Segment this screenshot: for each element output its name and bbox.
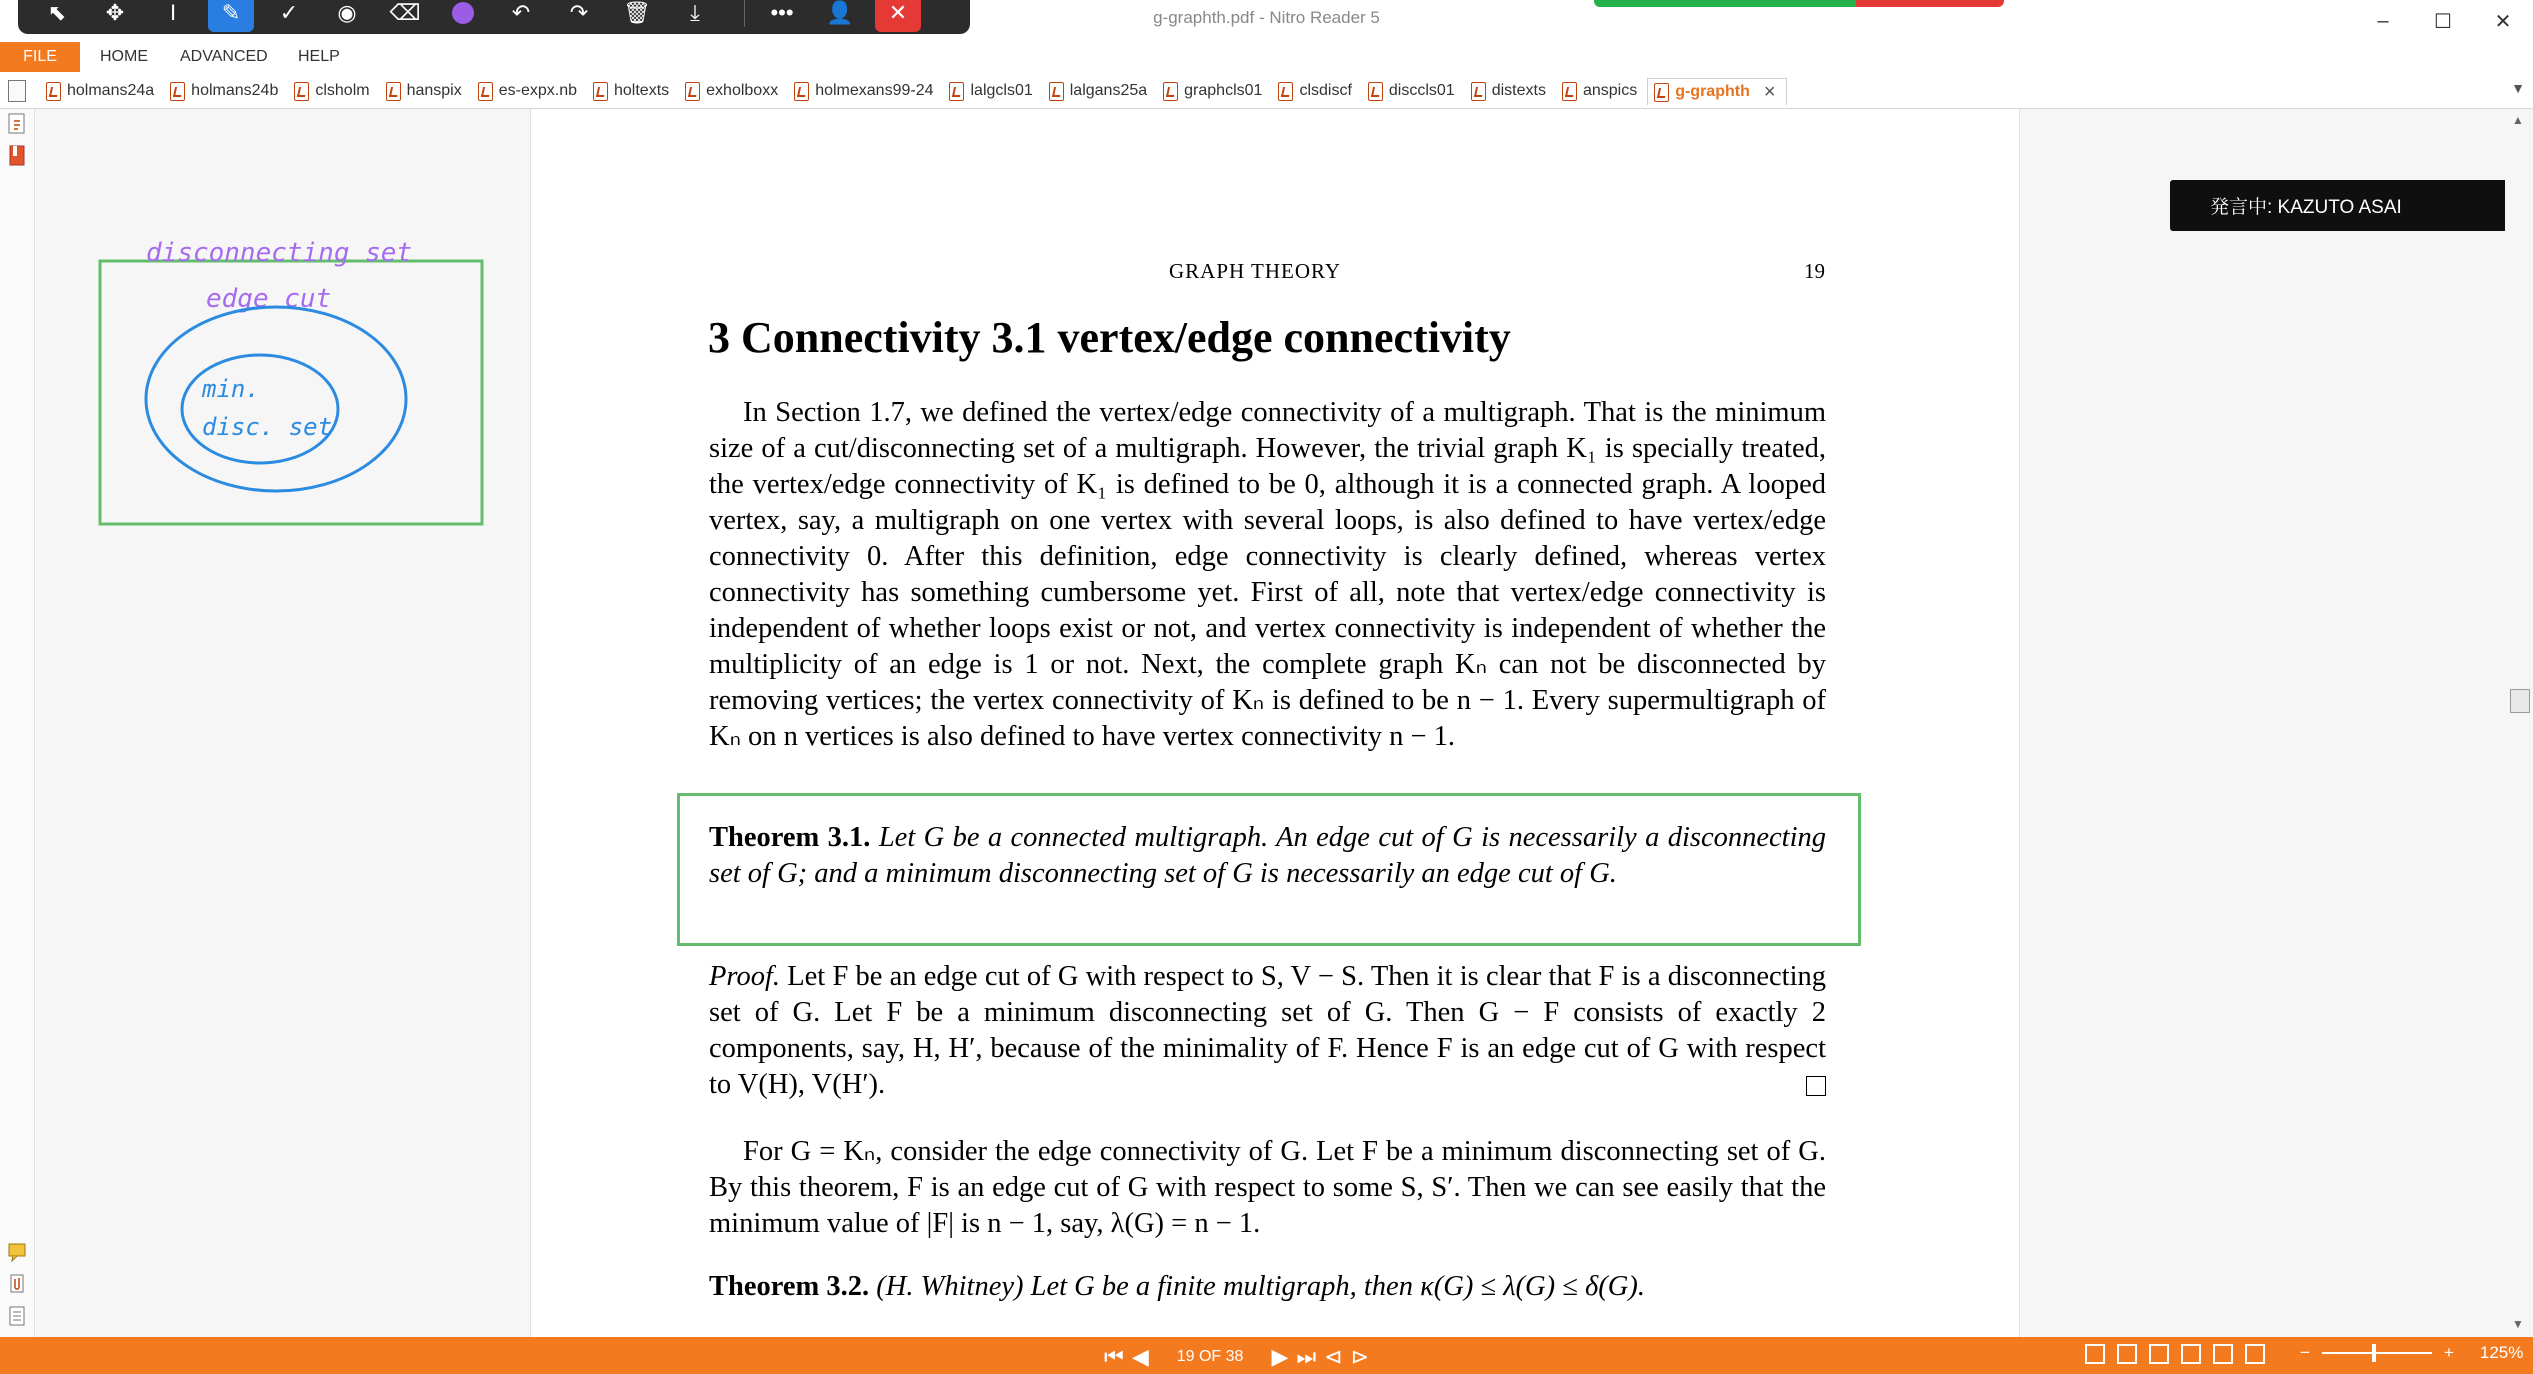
select-icon[interactable]: ⬉: [47, 0, 67, 25]
running-head: GRAPH THEORY: [1169, 259, 1342, 283]
last-page-icon[interactable]: ⏭: [1296, 1344, 1317, 1369]
annotation-toolbar: [18, 0, 970, 34]
para3-text: For G = Kₙ, consider the edge connectivity of G. Let F be a minimum disconnecting set of G. By this theorem, F is an edge cut of G with respect to some S, S′. Then we can see easily that the minimum value of |F| is n − 1, say, λ(G) = n − 1.: [709, 1136, 1826, 1239]
redo-icon[interactable]: ↷: [569, 0, 589, 25]
page-number: 19: [1804, 259, 1825, 283]
theorem-3-1-label: Theorem 3.1.: [709, 822, 871, 853]
close-window-button[interactable]: ✕: [2494, 10, 2512, 33]
previous-page-icon[interactable]: ◀: [1131, 1344, 1149, 1369]
tab-label: lalgcls01: [970, 82, 1033, 99]
tab-graphcls01[interactable]: [1157, 78, 1272, 104]
zoom-slider-knob[interactable]: [2372, 1344, 2376, 1362]
fit-width-icon[interactable]: [2245, 1344, 2265, 1364]
zoom-control: [2300, 1343, 2523, 1363]
zoom-slider[interactable]: [2322, 1352, 2432, 1354]
continuous-facing-icon[interactable]: [2181, 1344, 2201, 1364]
next-page-icon[interactable]: ▶: [1271, 1344, 1289, 1369]
zoom-in-icon[interactable]: +: [2443, 1343, 2454, 1362]
pdf-file-icon: [46, 82, 61, 101]
speaker-indicator: 発言中: KAZUTO ASAI: [2170, 180, 2512, 231]
tab-label: g-graphth: [1675, 83, 1750, 100]
tab-label: es-expx.nb: [498, 82, 577, 99]
annotation-min: min.: [202, 375, 260, 403]
menu-advanced[interactable]: ADVANCED: [180, 48, 268, 65]
tab-lalgcls01[interactable]: [943, 78, 1042, 104]
undo-icon[interactable]: ↶: [511, 0, 531, 25]
facing-icon[interactable]: [2149, 1344, 2169, 1364]
status-bar: [0, 1337, 2533, 1374]
tab-disccls01[interactable]: [1362, 78, 1465, 104]
tab-exholboxx[interactable]: [679, 78, 788, 104]
pdf-file-icon: [1049, 82, 1064, 101]
tab-g-graphth[interactable]: [1647, 78, 1786, 105]
close-icon[interactable]: ✕: [875, 0, 921, 32]
theorem-3-2: [709, 1269, 1826, 1305]
pdf-file-icon: [1278, 82, 1293, 101]
tab-close-icon[interactable]: ×: [1763, 80, 1776, 103]
tab-label: disccls01: [1388, 82, 1455, 99]
intro-paragraph: [709, 395, 1826, 755]
tab-holmans24b[interactable]: [164, 78, 288, 104]
theorem-3-2-text: (H. Whitney) Let G be a finite multigraph, then κ(G) ≤ λ(G) ≤ δ(G).: [876, 1271, 1645, 1302]
scroll-up-icon[interactable]: ▲: [2512, 113, 2524, 127]
minimize-button[interactable]: ‒: [2377, 9, 2389, 32]
proof-text: Let F be an edge cut of G with respect to S, V − S. Then it is clear that F is a disconnecting set of G. Let F be a minimum disconnecting set of G. Then G − F consists of exactly 2 components, say, H, H′, because of the minimality of F. Hence F is an edge cut of G with respect to V(H), V(H′).: [709, 961, 1826, 1100]
view-mode-buttons: [2085, 1344, 2265, 1364]
handwritten-annotation: [34, 109, 530, 559]
tab-label: graphcls01: [1184, 82, 1263, 99]
presentation-icon[interactable]: [2213, 1344, 2233, 1364]
edge-connectivity-paragraph: [709, 1134, 1826, 1242]
back-view-icon[interactable]: ⊲: [1324, 1344, 1343, 1369]
menu-bar: [0, 42, 2533, 72]
first-page-icon[interactable]: ⏮: [1104, 1344, 1124, 1369]
color-icon[interactable]: [440, 0, 486, 32]
single-page-icon[interactable]: [2085, 1344, 2105, 1364]
tab-label: distexts: [1491, 82, 1546, 99]
tab-label: holtexts: [614, 82, 670, 99]
tab-label: hanspix: [406, 82, 462, 99]
theorem-3-2-label: Theorem 3.2.: [709, 1271, 870, 1302]
tab-anspics[interactable]: [1556, 78, 1647, 104]
tab-holmans24a[interactable]: [40, 78, 164, 104]
tab-distexts[interactable]: [1465, 78, 1556, 104]
delete-icon[interactable]: 🗑: [623, 0, 651, 25]
page-navigation: [1100, 1344, 1373, 1370]
inner-ellipse: [182, 355, 338, 463]
tab-label: clsdiscf: [1299, 82, 1352, 99]
comments-icon[interactable]: [7, 1241, 27, 1263]
tab-clsholm[interactable]: [288, 78, 379, 104]
pdf-file-icon: [593, 82, 608, 101]
scroll-down-icon[interactable]: ▼: [2512, 1317, 2524, 1331]
section-heading: 3 Connectivity 3.1 vertex/edge connectivity: [708, 313, 1511, 362]
page-panel-icon[interactable]: [8, 80, 26, 102]
pan-icon[interactable]: ✥: [105, 0, 125, 25]
pdf-file-icon: [386, 82, 401, 101]
pdf-file-icon: [1368, 82, 1383, 101]
theorem-3-1: [709, 820, 1826, 892]
menu-file[interactable]: FILE: [0, 42, 80, 72]
pdf-file-icon: [949, 82, 964, 101]
tab-label: clsholm: [315, 82, 370, 99]
pdf-file-icon: [1654, 83, 1669, 102]
pdf-file-icon: [794, 82, 809, 101]
pdf-file-icon: [1562, 82, 1577, 101]
tab-lalgans25a[interactable]: [1043, 78, 1157, 104]
pdf-file-icon: [1471, 82, 1486, 101]
document-tab-bar: [0, 72, 2533, 109]
proof: [709, 959, 1826, 1103]
vertical-scrollbar[interactable]: [2505, 109, 2533, 1337]
tab-label: holmexans99-24: [815, 82, 934, 99]
pdf-file-icon: [478, 82, 493, 101]
annotation-disc-set: disc. set: [202, 413, 333, 441]
annotation-disconnecting-set: disconnecting set: [146, 238, 413, 268]
tab-label: holmans24b: [191, 82, 279, 99]
text-cursor-icon[interactable]: I: [169, 0, 177, 25]
tab-dropdown-icon[interactable]: ▼: [2511, 80, 2525, 96]
page-thumbnails-icon[interactable]: [7, 113, 27, 135]
maximize-button[interactable]: ☐: [2434, 10, 2452, 33]
scrollbar-thumb[interactable]: [2510, 689, 2530, 713]
attachments-icon[interactable]: [7, 1273, 27, 1295]
more-icon[interactable]: •••: [770, 0, 794, 25]
layers-icon[interactable]: [7, 1305, 27, 1327]
download-icon[interactable]: ⤓: [690, 0, 700, 25]
zoom-out-icon[interactable]: −: [2300, 1343, 2310, 1362]
pdf-file-icon: [170, 82, 185, 101]
toolbar-separator: [744, 0, 745, 27]
pdf-file-icon: [1163, 82, 1178, 101]
continuous-icon[interactable]: [2117, 1344, 2137, 1364]
left-panel-rail: [0, 109, 35, 1337]
page-indicator[interactable]: 19 OF 38: [1176, 1348, 1244, 1365]
pdf-file-icon: [685, 82, 700, 101]
bookmarks-icon[interactable]: [7, 145, 27, 167]
screen-share-indicator: [1594, 0, 2004, 7]
tab-holtexts[interactable]: [587, 78, 679, 104]
intro-text: In Section 1.7, we defined the vertex/edge connectivity of a multigraph. That is the minimum size of a cut/disconnecting set of a multigraph. However, the trivial graph K₁ is specially treated, the vertex/edge connectivity of K₁ is defined to be 0, although it is a connected graph. A looped vertex, say, a multigraph on one vertex with several loops, is also defined to have vertex/edge connectivity 0. After this definition, edge connectivity is clearly defined, whereas vertex connectivity has something cumbersome yet. First of all, note that vertex/edge connectivity is independent of whether loops exist or not, and vertex connectivity is independent of whether the multiplicity of an edge is 1 or not. Next, the complete graph Kₙ can not be disconnected by removing vertices; the vertex connectivity of Kₙ is defined to be n − 1. Every supermultigraph of Kₙ on n vertices is also defined to have vertex connectivity n − 1.: [709, 397, 1826, 752]
zoom-level[interactable]: 125%: [2479, 1343, 2524, 1362]
menu-help[interactable]: HELP: [298, 48, 340, 65]
tab-label: exholboxx: [706, 82, 779, 99]
tab-es-expx-nb[interactable]: [472, 78, 587, 104]
annotation-edge-cut: edge cut: [206, 284, 332, 314]
tab-list: [40, 78, 1787, 105]
participant-icon[interactable]: 👤: [826, 0, 854, 25]
qed-icon: [1806, 1076, 1826, 1096]
menu-home[interactable]: HOME: [100, 48, 148, 65]
tab-label: anspics: [1582, 82, 1638, 99]
stamp-icon[interactable]: ◉: [337, 0, 357, 25]
pdf-file-icon: [294, 82, 309, 101]
tab-clsdiscf[interactable]: [1272, 78, 1361, 104]
tab-label: holmans24a: [67, 82, 155, 99]
tab-holmexans99-24[interactable]: [788, 78, 943, 104]
pdf-page: [530, 109, 2020, 1337]
tab-label: lalgans25a: [1069, 82, 1148, 99]
forward-view-icon[interactable]: ⊳: [1350, 1344, 1370, 1369]
window-title: g-graphth.pdf - Nitro Reader 5: [1153, 8, 1380, 27]
theorem-3-1-text: Let G be a connected multigraph. An edge cut of G is necessarily a disconnecting set of G; and a minimum disconnecting set of G is necessarily an edge cut of G.: [709, 822, 1826, 889]
eraser-icon[interactable]: ⌫: [389, 0, 421, 25]
check-icon[interactable]: ✓: [279, 0, 299, 25]
pen-icon[interactable]: ✎: [208, 0, 254, 32]
proof-label: Proof.: [709, 961, 780, 992]
tab-hanspix[interactable]: [380, 78, 472, 104]
